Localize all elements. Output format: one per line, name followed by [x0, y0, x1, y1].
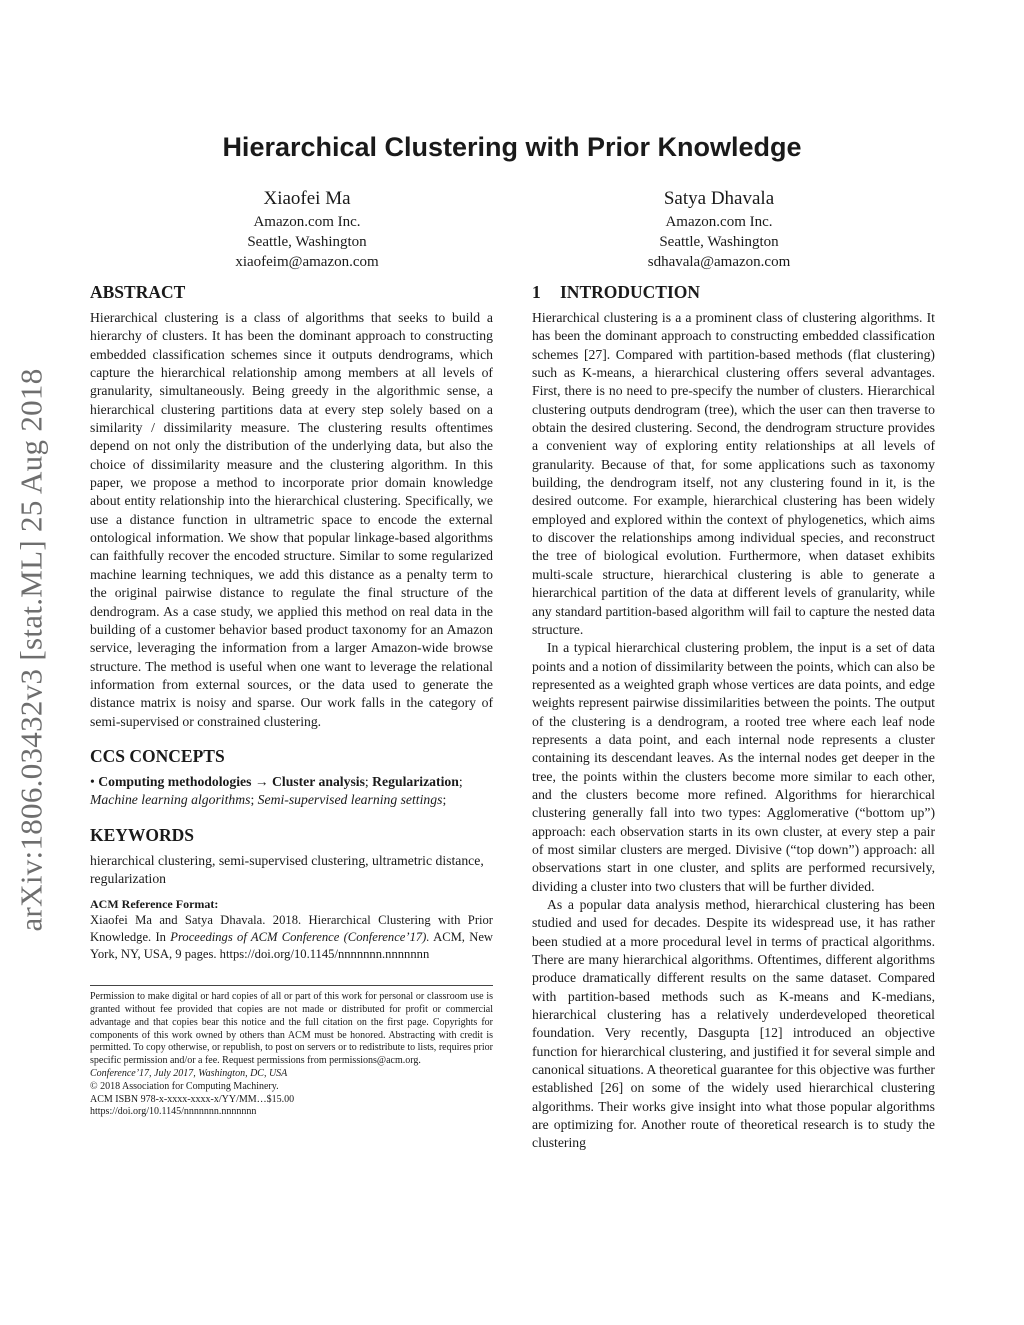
author-affiliation: Amazon.com Inc.	[665, 214, 773, 230]
intro-paragraph-3: As a popular data analysis method, hierarchical clustering has been studied and used for decades. Despite its widespread use, it has rather been studied at a more procedural level in terms of practical algorithms. There are many hierarchical algorithms. Oftentimes, different algorithms produce dramatically different results on the same dataset. Compared with partition-based methods such as K-means and K-medians, hierarchical clustering has a relatively underdeveloped theoretical foundation. Very recently, Dasgupta [12] introduced an objective function for hierarchical clustering, and justified it for several simple and canonical situations. A theoretical guarantee for this objective was further established [26] on some of the widely used hierarchical clustering algorithms. Their works give insight into what those popular algorithms are optimizing for. Another route of theoretical research is to study the clustering	[532, 897, 935, 1151]
ccs-bullet: •	[90, 773, 95, 789]
acm-reference	[90, 896, 493, 963]
keywords-heading: KEYWORDS	[90, 824, 195, 845]
ccs-concepts	[90, 773, 493, 810]
author-block-1	[157, 186, 457, 272]
author-location: Seattle, Washington	[659, 234, 779, 250]
ccs-separator: ;	[364, 773, 373, 789]
author-affiliation: Amazon.com Inc.	[253, 214, 361, 230]
section-title: INTRODUCTION	[560, 282, 701, 302]
copyright-line: © 2018 Association for Computing Machinery.	[90, 1080, 279, 1092]
acm-reference-publisher: ACM, New York, NY, USA, 9 pages. https://doi.org/10.1145/nnnnnnn.nnnnnnn	[90, 930, 493, 962]
ccs-separator: ;	[250, 792, 258, 808]
abstract-section	[90, 281, 493, 731]
acm-reference-venue: Proceedings of ACM Conference (Conference’17).	[170, 930, 430, 945]
doi-line: https://doi.org/10.1145/nnnnnnn.nnnnnnn	[90, 1106, 257, 1118]
ccs-separator: ;	[442, 792, 447, 808]
ccs-term: Regularization	[372, 773, 459, 789]
author-email: xiaofeim@amazon.com	[235, 254, 379, 270]
ccs-section	[90, 745, 493, 810]
ccs-term: Cluster analysis	[272, 773, 365, 789]
right-column	[532, 281, 935, 1153]
ccs-separator: ;	[458, 773, 463, 789]
keywords-section	[90, 824, 493, 889]
conference-name: Conference’17, July 2017, Washington, DC, USA	[90, 1068, 288, 1080]
paper-title: Hierarchical Clustering with Prior Knowledge	[222, 132, 802, 162]
arxiv-identifier: arXiv:1806.03432v3 [stat.ML] 25 Aug 2018	[14, 368, 50, 932]
acm-reference-text	[90, 912, 493, 963]
intro-paragraph-2: In a typical hierarchical clustering problem, the input is a set of data points and a notion of dissimilarity between the points, which can also be represented as a weighted graph whose vertices are data points, and edge weights represent pairwise dissimilarities between the points. The output of the clustering is a dendrogram, a rooted tree where each leaf node represents a data point, and each internal node represents a cluster containing its descendant leaves. As the internal nodes get deeper in the tree, the points within the clusters become more similar to each other, and the clusters become more refined. Algorithms for hierarchical clustering generally fall into two types: Agglomerative (“bottom up”) approach: each observation starts in its own cluster, at every step a pair of most similar clusters are merged. Divisive (“top down”) approach: all observations start in one cluster, and splits are performed recursively, dividing a cluster into two clusters that will be further divided.	[532, 640, 935, 894]
arxiv-stamp	[12, 340, 52, 960]
ccs-arrow: →	[251, 773, 272, 789]
intro-paragraph-1: Hierarchical clustering is a a prominent class of clustering algorithms. It has been the dominant approach to constructing embedded classification schemes [27]. Compared with partition-based methods (flat clustering) such as K-means, a hierarchical clustering offers several advantages. First, there is no need to pre-specify the number of clusters. Hierarchical clustering outputs dendrogram (tree), which the user can then traverse to obtain the desired clustering. Second, the dendrogram structure provides a convenient way of exploring entity relationships at all levels of granularity. Because of that, for some applications such as taxonomy building, the dendrogram itself, not any clustering found in it, is the desired outcome. For example, hierarchical clustering has been widely employed and explored within the context of phylogenetics, which aims to discover the relationships among individual species, and reconstruct the tree of biological evolution. Furthermore, when dataset exhibits multi-scale structure, hierarchical clustering is able to generate a hierarchical partition of the data at different levels of granularity, while any standard partition-based algorithm will fail to capture the nested data structure.	[532, 310, 935, 637]
acm-reference-authors: Xiaofei Ma and Satya Dhavala. 2018. Hierarchical Clustering with Prior Knowledge. In	[90, 913, 493, 945]
author-location: Seattle, Washington	[247, 234, 367, 250]
author-name: Xiaofei Ma	[263, 188, 351, 209]
keywords-text: hierarchical clustering, semi-supervised clustering, ultrametric distance, regularization	[90, 852, 484, 886]
author-block-2	[569, 186, 869, 272]
abstract-heading: ABSTRACT	[90, 282, 186, 302]
left-column	[90, 281, 493, 1119]
permission-text: Permission to make digital or hard copies of all or part of this work for personal or classroom use is granted without fee provided that copies are not made or distributed for profit or commercial advantage and that copies bear this notice and the full citation on the first page. Copyrights for components of this work owned by others than ACM must be honored. Abstracting with credit is permitted. To copy otherwise, or republish, to post on servers or to redistribute to lists, requires prior specific permission and/or a fee. Request permissions from permissions@acm.org.	[90, 991, 493, 1067]
section-number: 1	[532, 282, 541, 302]
ccs-term: Machine learning algorithms	[90, 792, 251, 808]
acm-reference-heading: ACM Reference Format:	[90, 897, 219, 912]
introduction-heading	[532, 281, 935, 303]
author-name: Satya Dhavala	[663, 188, 775, 209]
conference-line	[90, 1068, 493, 1081]
ccs-heading: CCS CONCEPTS	[90, 745, 225, 766]
permission-footnote	[90, 985, 493, 1119]
isbn-line: ACM ISBN 978-x-xxxx-xxxx-x/YY/MM…$15.00	[90, 1093, 295, 1105]
ccs-term: Computing methodologies	[98, 773, 252, 789]
author-email: sdhavala@amazon.com	[647, 254, 791, 270]
ccs-term: Semi-supervised learning settings	[257, 792, 443, 808]
abstract-text: Hierarchical clustering is a class of algorithms that seeks to build a hierarchy of clusters. It has been the dominant approach to constructing embedded classification schemes since it outputs dendrograms, which capture the hierarchical relationship among members at all levels of granularity, simultaneously. Being greedy in the algorithmic sense, a hierarchical clustering partitions data at every step solely based on a similarity / dissimilarity measure. The clustering results oftentimes depend on not only the distribution of the underlying data, but also the choice of dissimilarity measure and the clustering algorithm. In this paper, we propose a method to incorporate prior domain knowledge about entity relationship into the hierarchical clustering. Specifically, we use a distance function in ultrametric space to encode the external ontological information. We show that popular linkage-based algorithms can faithfully recover the encoded structure. Similar to some regularized machine learning techniques, we add this distance as a penalty term to the original pairwise distance to regulate the final structure of the dendrogram. As a case study, we applied this method on real data in the building of a customer behavior based product taxonomy for an Amazon service, leveraging the information from a larger Amazon-wide browse structure. The method is useful when one want to leverage the relational information from external sources, or the data used to generate the distance matrix is noisy and sparse. Our work falls in the category of semi-supervised or constrained clustering.	[90, 310, 493, 729]
